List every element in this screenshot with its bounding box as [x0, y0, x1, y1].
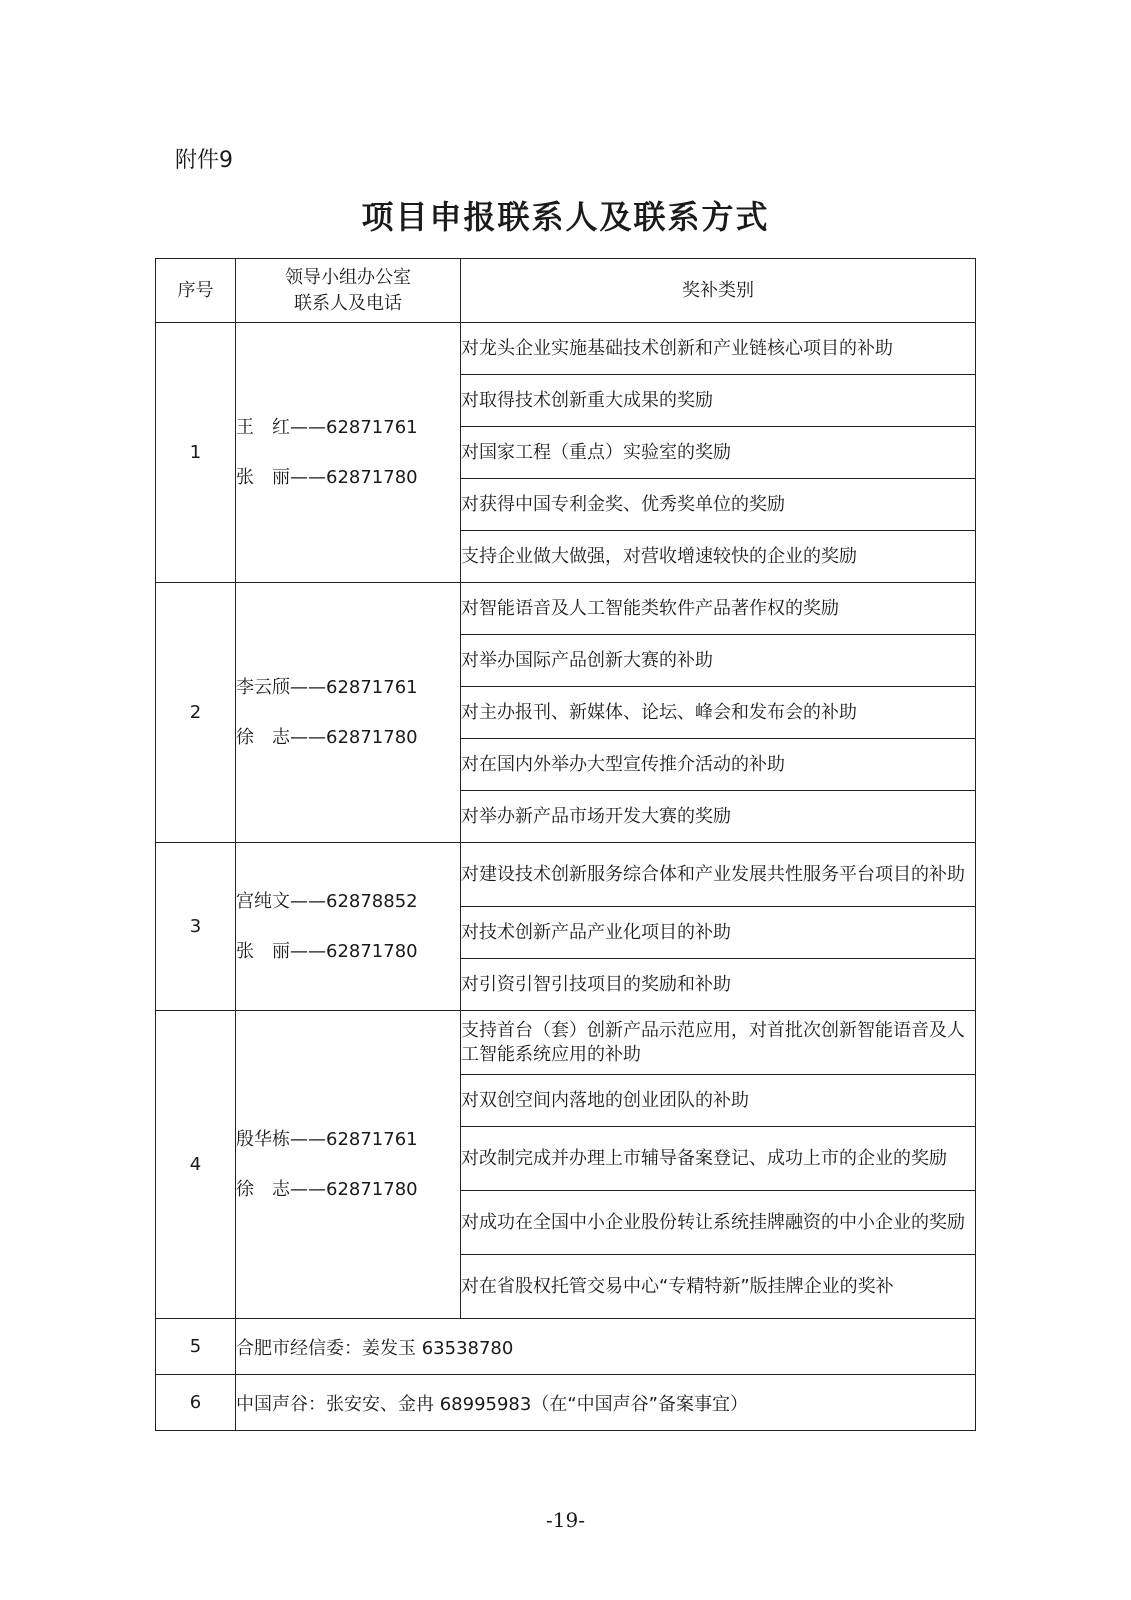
category-cell: 支持企业做大做强，对营收增速较快的企业的奖励: [461, 531, 976, 583]
row-number: 2: [156, 583, 236, 843]
header-category: 奖补类别: [461, 259, 976, 323]
row-number: 3: [156, 843, 236, 1011]
category-cell: 对双创空间内落地的创业团队的补助: [461, 1075, 976, 1127]
header-contact-line1: 领导小组办公室: [285, 266, 411, 288]
category-cell: 对在省股权托管交易中心“专精特新”版挂牌企业的奖补: [461, 1255, 976, 1319]
category-cell: 对国家工程（重点）实验室的奖励: [461, 427, 976, 479]
contact-entry: 张 丽——62871780: [236, 940, 418, 962]
page-title: 项目申报联系人及联系方式: [361, 198, 770, 236]
row-number: 5: [156, 1319, 236, 1375]
contact-cell: [236, 1011, 461, 1319]
page-number: -19-: [546, 1508, 585, 1532]
annex-label: 附件9: [175, 148, 233, 173]
header-contact-line2: 联系人及电话: [294, 292, 402, 314]
row-number: 6: [156, 1375, 236, 1431]
table-row: [156, 583, 976, 635]
contact-cell: [236, 323, 461, 583]
category-cell: 对举办新产品市场开发大赛的奖励: [461, 791, 976, 843]
table-row: [156, 843, 976, 907]
contact-entry: 王 红——62871761: [236, 416, 418, 438]
table-row: [156, 323, 976, 375]
contact-info-cell: 合肥市经信委：姜发玉 63538780: [236, 1319, 976, 1375]
category-cell: 对获得中国专利金奖、优秀奖单位的奖励: [461, 479, 976, 531]
category-cell: 对智能语音及人工智能类软件产品著作权的奖励: [461, 583, 976, 635]
contact-cell: [236, 583, 461, 843]
table-row: [156, 1375, 976, 1431]
contact-cell: [236, 843, 461, 1011]
contact-entry: 徐 志——62871780: [236, 1178, 418, 1200]
table-header-row: [156, 259, 976, 323]
contact-entry: 徐 志——62871780: [236, 726, 418, 748]
contacts-table: [155, 258, 976, 1431]
contact-entry: 李云颀——62871761: [236, 676, 418, 698]
row-number: 4: [156, 1011, 236, 1319]
table-row: [156, 1319, 976, 1375]
contact-entry: 殷华栋——62871761: [236, 1128, 418, 1150]
category-cell: 对在国内外举办大型宣传推介活动的补助: [461, 739, 976, 791]
category-cell: 对引资引智引技项目的奖励和补助: [461, 959, 976, 1011]
contact-entry: 宫纯文——62878852: [236, 890, 418, 912]
category-cell: 对取得技术创新重大成果的奖励: [461, 375, 976, 427]
table-row: [156, 1011, 976, 1075]
category-cell: 对成功在全国中小企业股份转让系统挂牌融资的中小企业的奖励: [461, 1191, 976, 1255]
contact-entry: 张 丽——62871780: [236, 466, 418, 488]
category-cell: 对龙头企业实施基础技术创新和产业链核心项目的补助: [461, 323, 976, 375]
category-cell: 对改制完成并办理上市辅导备案登记、成功上市的企业的奖励: [461, 1127, 976, 1191]
header-contact: [236, 259, 461, 323]
category-cell: 对举办国际产品创新大赛的补助: [461, 635, 976, 687]
category-cell: 支持首台（套）创新产品示范应用，对首批次创新智能语音及人工智能系统应用的补助: [461, 1011, 976, 1075]
row-number: 1: [156, 323, 236, 583]
header-no: 序号: [156, 259, 236, 323]
category-cell: 对建设技术创新服务综合体和产业发展共性服务平台项目的补助: [461, 843, 976, 907]
category-cell: 对主办报刊、新媒体、论坛、峰会和发布会的补助: [461, 687, 976, 739]
category-cell: 对技术创新产品产业化项目的补助: [461, 907, 976, 959]
contact-info-cell: 中国声谷：张安安、金冉 68995983（在“中国声谷”备案事宜）: [236, 1375, 976, 1431]
